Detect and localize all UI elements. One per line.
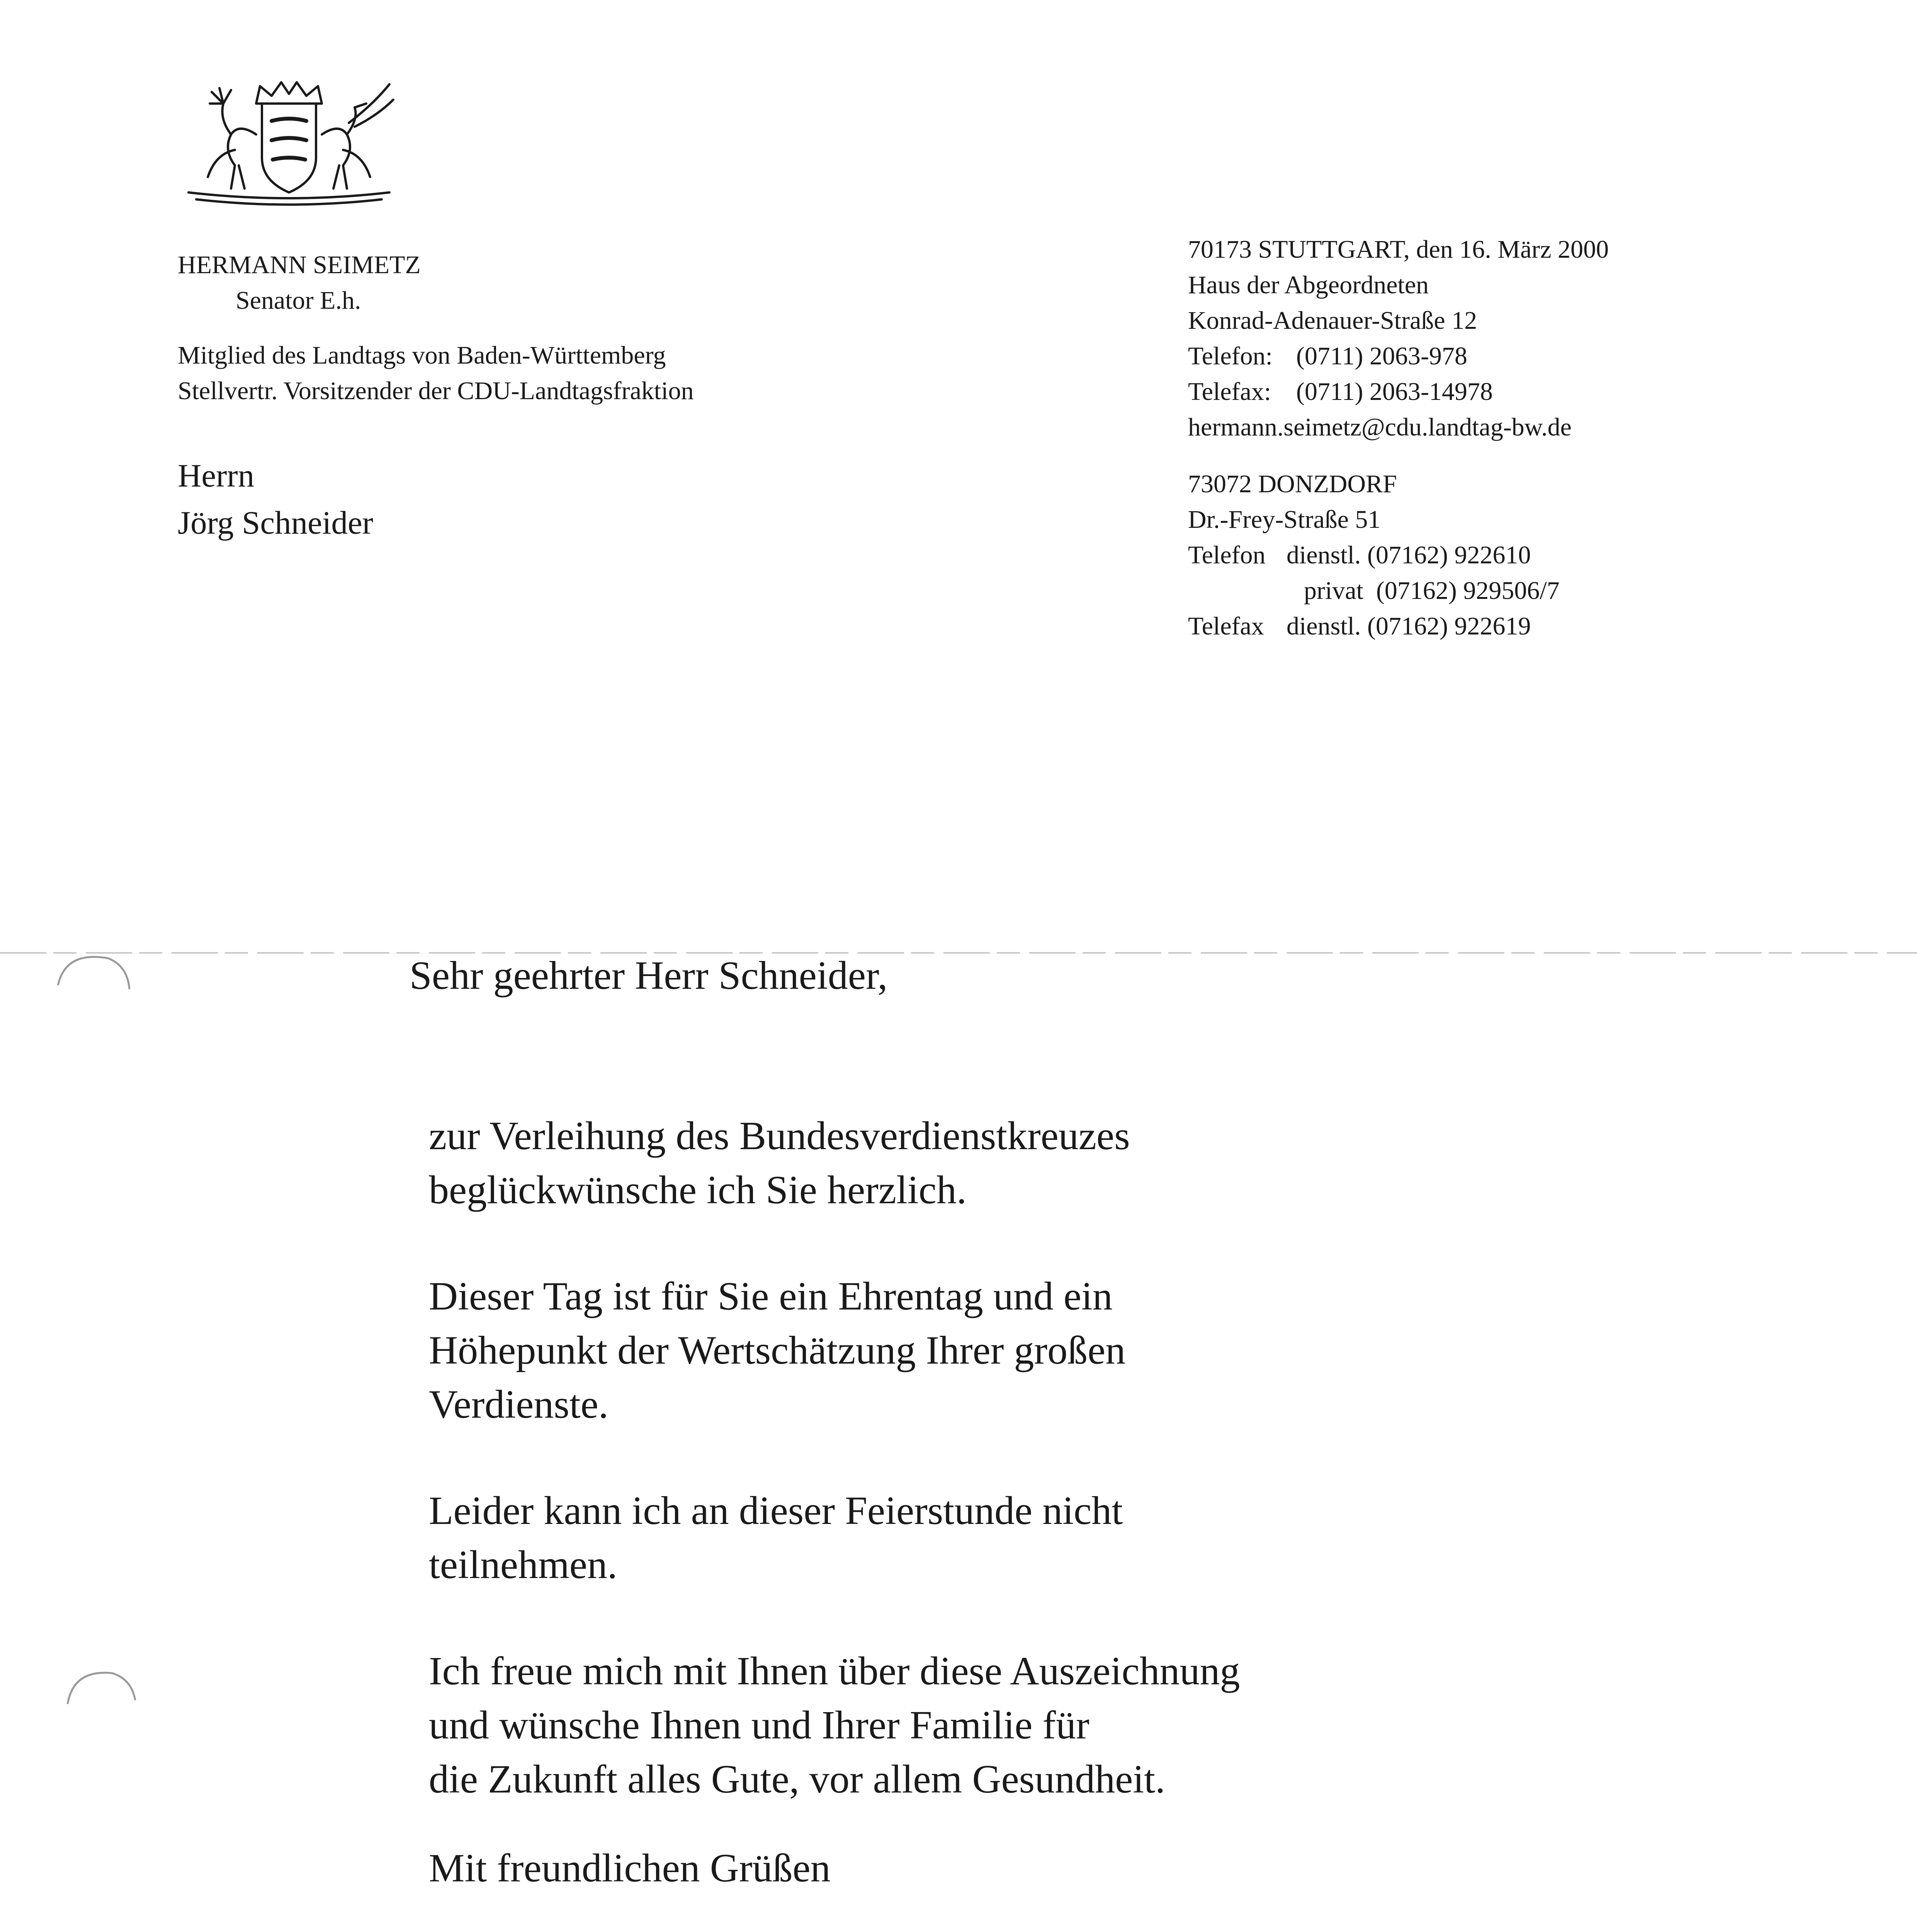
stuttgart-phone: (0711) 2063-978 — [1296, 342, 1467, 370]
body-line: zur Verleihung des Bundesverdienstkreuzes — [429, 1114, 1130, 1158]
donzdorf-fax-work: dienstl. (07162) 922619 — [1286, 612, 1531, 640]
sender-name: HERMANN SEIMETZ — [178, 251, 421, 279]
donzdorf-fax-label: Telefax — [1188, 612, 1264, 640]
body-line: die Zukunft alles Gute, vor allem Gesundheit. — [429, 1757, 1166, 1801]
donzdorf-phone-label: Telefon — [1188, 541, 1266, 569]
donzdorf-phone-row — [1188, 537, 1609, 573]
paragraph — [429, 1109, 1240, 1217]
stuttgart-street: Konrad-Adenauer-Straße 12 — [1188, 306, 1477, 335]
recipient-block — [178, 452, 373, 546]
stuttgart-phone-label: Telefon: — [1188, 342, 1273, 370]
body-line: teilnehmen. — [429, 1543, 618, 1587]
donzdorf-fax-row — [1188, 609, 1609, 644]
stuttgart-fax-label: Telefax: — [1188, 378, 1271, 406]
body-line: Dieser Tag ist für Sie ein Ehrentag und ein — [429, 1274, 1113, 1318]
stuttgart-email: hermann.seimetz@cdu.landtag-bw.de — [1188, 413, 1572, 441]
letter-salutation: Sehr geehrter Herr Schneider, — [410, 953, 888, 998]
paragraph — [429, 1269, 1240, 1432]
letter-body — [429, 1109, 1240, 1859]
punch-hole-mark — [50, 943, 135, 1001]
stuttgart-building: Haus der Abgeordneten — [1188, 271, 1429, 299]
sender-role-1: Mitglied des Landtags von Baden-Württemberg — [178, 341, 666, 369]
donzdorf-street: Dr.-Frey-Straße 51 — [1188, 505, 1381, 534]
sender-title: Senator E.h. — [236, 286, 361, 315]
body-line: Leider kann ich an dieser Feierstunde nicht — [429, 1488, 1123, 1533]
body-line: Verdienste. — [429, 1382, 608, 1427]
donzdorf-city: 73072 DONZDORF — [1188, 470, 1397, 498]
body-line: und wünsche Ihnen und Ihrer Familie für — [429, 1703, 1089, 1747]
address-block — [1188, 232, 1609, 644]
body-line: beglückwünsche ich Sie herzlich. — [429, 1168, 967, 1212]
sender-block — [178, 247, 694, 409]
place-date: 70173 STUTTGART, den 16. März 2000 — [1188, 235, 1609, 264]
donzdorf-phone-work: dienstl. (07162) 922610 — [1286, 541, 1531, 569]
recipient-salutation-line: Herrn — [178, 457, 255, 494]
stuttgart-fax: (0711) 2063-14978 — [1296, 378, 1493, 406]
paragraph — [429, 1484, 1240, 1592]
punch-hole-mark — [62, 1662, 139, 1716]
recipient-name: Jörg Schneider — [178, 505, 373, 541]
fold-line — [0, 950, 1917, 956]
body-line: Höhepunkt der Wertschätzung Ihrer großen — [429, 1328, 1126, 1372]
letter-closing: Mit freundlichen Grüßen — [429, 1846, 831, 1890]
stuttgart-fax-row — [1188, 374, 1609, 410]
body-line: Ich freue mich mit Ihnen über diese Auszeichnung — [429, 1649, 1240, 1693]
sender-role-2: Stellvertr. Vorsitzender der CDU-Landtagsfraktion — [178, 377, 694, 405]
stuttgart-phone-row — [1188, 338, 1609, 374]
paragraph — [429, 1644, 1240, 1806]
coat-of-arms-icon — [173, 77, 405, 208]
donzdorf-phone-private: privat (07162) 929506/7 — [1304, 577, 1560, 605]
